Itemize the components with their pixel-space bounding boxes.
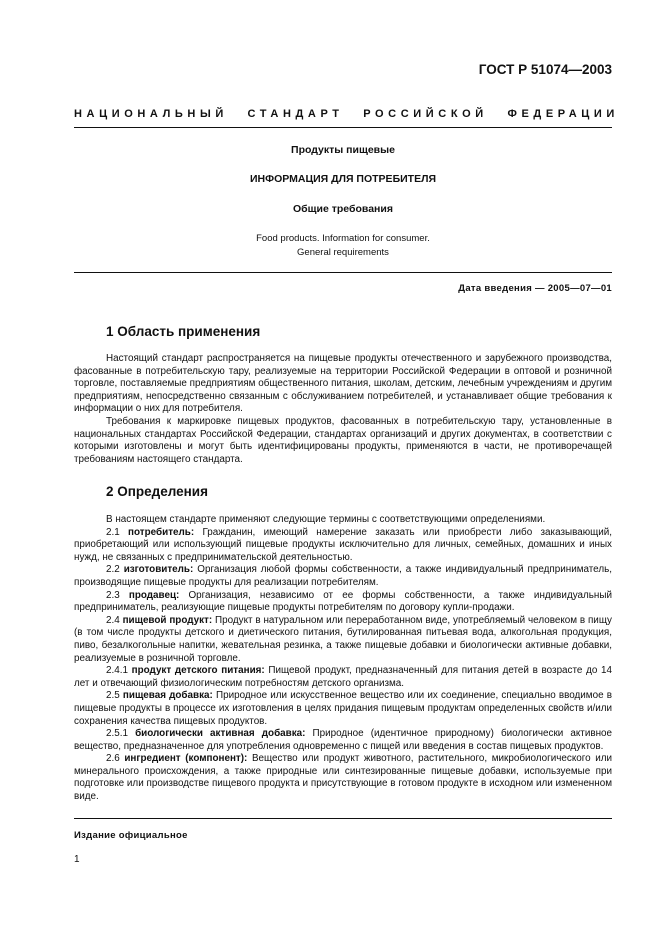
page-number: 1	[74, 854, 80, 865]
english-title	[74, 232, 612, 259]
national-standard-heading: НАЦИОНАЛЬНЫЙ СТАНДАРТ РОССИЙСКОЙ ФЕДЕРАЦИИ	[74, 108, 619, 120]
paragraph: Требования к маркировке пищевых продуктов, фасованных в потребительскую тару, установленные в национальных стандартах Российской Федерации, стандартах организаций и других документах, в соответствии с которыми изготовлены и могут быть идентифицированы продукты, применяются в части, не противоречащей требованиям настоящего стандарта.	[74, 415, 612, 465]
english-title-line-1: Food products. Information for consumer.	[256, 233, 430, 244]
title-general: Общие требования	[293, 203, 393, 215]
introduction-date: Дата введения — 2005—07—01	[458, 283, 612, 294]
section-1-body	[74, 353, 612, 466]
definition: 2.4 пищевой продукт: Продукт в натуральном или переработанном виде, употребляемый человеком в пищу (в том числе продукты детского и диетического питания, бутилированная питьевая вода, алкогольная продукция, пиво, безалкогольные напитки, жевательная резинка, а также пищевые добавки и биологически активные добавки, реализуемые в розничной торговле.	[74, 614, 612, 664]
section-2-body	[74, 514, 612, 804]
english-title-line-2: General requirements	[297, 246, 389, 258]
term: ингредиент (компонент):	[124, 753, 248, 765]
title-products: Продукты пищевые	[291, 144, 395, 156]
term: изготовитель:	[123, 564, 194, 576]
term: биологически активная добавка:	[135, 728, 306, 740]
definition: 2.5 пищевая добавка: Природное или искусственное вещество или их соединение, специально вводимое в пищевые продукты в процессе их изготовления в целях придания пищевым продуктам определенных свойств и/или сохранения качества пищевых продуктов.	[74, 690, 612, 727]
definition: 2.3 продавец: Организация, независимо от ее формы собственности, а также индивидуальный предприниматель, реализующие пищевые продукты потребителям по договору купли-продажи.	[74, 589, 612, 614]
title-main: ИНФОРМАЦИЯ ДЛЯ ПОТРЕБИТЕЛЯ	[249, 173, 436, 185]
header-rule	[74, 127, 612, 128]
official-edition-label: Издание официальное	[74, 830, 188, 841]
document-number: ГОСТ Р 51074—2003	[478, 62, 612, 77]
term: продукт детского питания:	[131, 665, 265, 677]
definition: 2.1 потребитель: Гражданин, имеющий намерение заказать или приобрести либо заказывающий, приобретающий или использующий пищевые продукты исключительно для личных, семейных, домашних и иных нужд, не связанных с предпринимательской деятельностью.	[74, 526, 613, 563]
definition: 2.5.1 биологически активная добавка: Природное (идентичное природному) биологически активное вещество, предназначенное для употребления одновременно с пищей или введения в состав пищевых продуктов.	[74, 728, 613, 752]
definition: 2.6 ингредиент (компонент): Вещество или продукт животного, растительного, микробиологического или минерального происхождения, а также природные или синтезированные пищевые добавки, используемые при подготовке или производстве пищевого продукта и присутствующие в готовом продукте в исходном или измененном виде.	[74, 753, 613, 803]
definition: 2.2 изготовитель: Организация любой формы собственности, а также индивидуальный предприниматель, производящие пищевые продукты для реализации потребителям.	[74, 564, 613, 588]
paragraph: Настоящий стандарт распространяется на пищевые продукты отечественного и зарубежного производства, фасованные в потребительскую тару, реализуемые на территории Российской Федерации в оптовой и розничной торговле, поставляемые предприятиям общественного питания, школам, детским, лечебным учреждениям и другим предприятиям, непосредственно связанным с обслуживанием потребителей, и устанавливает общие требования к информации о них для потребителя.	[74, 353, 612, 415]
term: пищевая добавка:	[122, 690, 213, 702]
term: пищевой продукт:	[122, 614, 213, 626]
title-rule	[74, 272, 612, 273]
section-1-heading: 1 Область применения	[106, 324, 261, 339]
term: продавец:	[128, 589, 180, 601]
footer-rule	[74, 818, 612, 819]
paragraph: В настоящем стандарте применяют следующие термины с соответствующими определениями.	[106, 514, 546, 525]
section-2-heading: 2 Определения	[106, 484, 208, 499]
term: потребитель:	[128, 526, 195, 538]
definition: 2.4.1 продукт детского питания: Пищевой продукт, предназначенный для питания детей в возрасте до 14 лет и отвечающий физиологическим потребностям детского организма.	[74, 665, 612, 689]
